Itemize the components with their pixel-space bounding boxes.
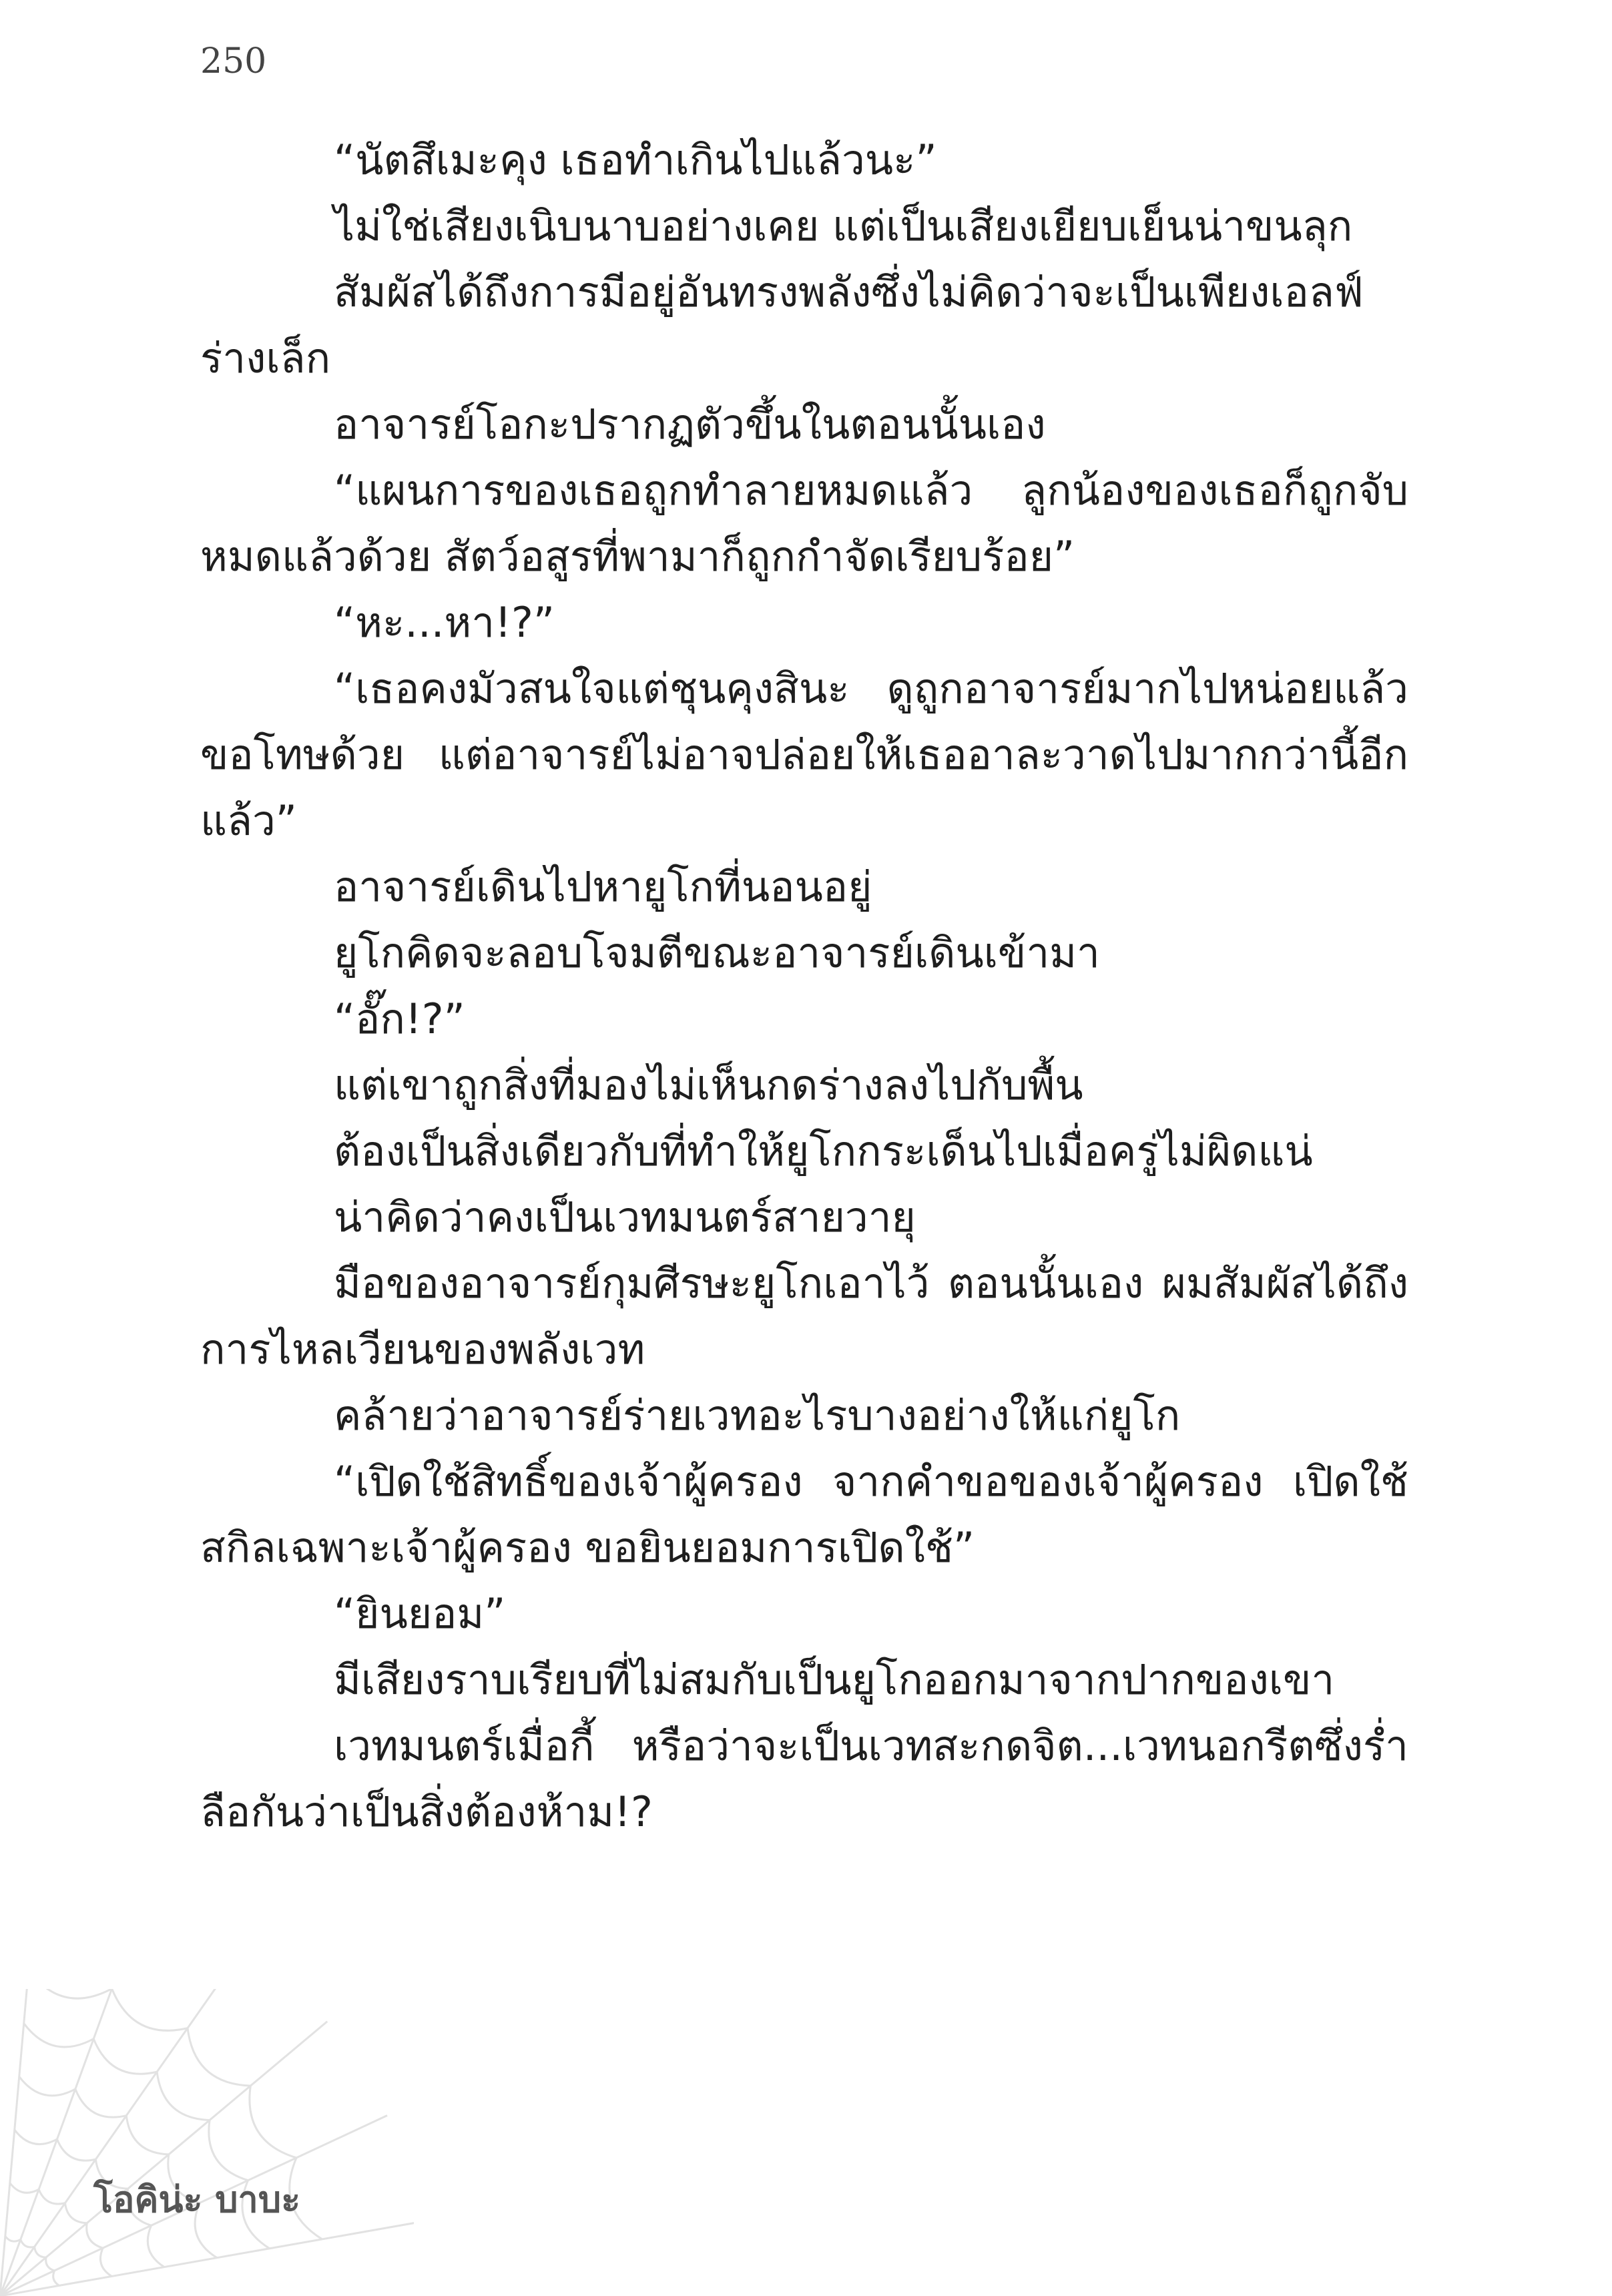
paragraph: ยูโกคิดจะลอบโจมตีขณะอาจารย์เดินเข้ามา <box>334 928 1100 977</box>
paragraph: มือของอาจารย์กุมศีรษะยูโกเอาไว้ ตอนนั้นเอง ผมสัมผัสได้ถึงการไหลเวียนของพลังเวท <box>200 1259 1408 1374</box>
paragraph: แต่เขาถูกสิ่งที่มองไม่เห็นกดร่างลงไปกับพื้น <box>334 1061 1083 1109</box>
paragraph: ต้องเป็นสิ่งเดียวกับที่ทำให้ยูโกกระเด็นไปเมื่อครู่ไม่ผิดแน่ <box>334 1127 1313 1175</box>
paragraph: อาจารย์เดินไปหายูโกที่นอนอยู่ <box>334 862 872 911</box>
author-name: โอคิน่ะ บาบะ <box>93 2179 301 2221</box>
page-number: 250 <box>200 41 267 81</box>
web-ring <box>19 2076 217 2257</box>
paragraph: น่าคิดว่าคงเป็นเวทมนตร์สายวายุ <box>334 1193 916 1241</box>
paragraph: ไม่ใช่เสียงเนิบนาบอย่างเคย แต่เป็นเสียงเยียบเย็นน่าขนลุก <box>334 202 1353 250</box>
paragraph: “เธอคงมัวสนใจแต่ชุนคุงสินะ ดูถูกอาจารย์มากไปหน่อยแล้วขอโทษด้วย แต่อาจารย์ไม่อาจปล่อยให้เธออาละวาดไปมากกว่านี้อีกแล้ว” <box>200 664 1408 845</box>
paragraph: “เปิดใช้สิทธิ์ของเจ้าผู้ครอง จากคำขอของเจ้าผู้ครอง เปิดใช้สกิลเฉพาะเจ้าผู้ครอง ขอยินยอมการเปิดใช้” <box>200 1457 1408 1572</box>
paragraph: “ยินยอม” <box>334 1589 506 1638</box>
paragraph: อาจารย์โอกะปรากฏตัวขึ้นในตอนนั้นเอง <box>334 400 1046 449</box>
spider-web-icon <box>0 1989 414 2296</box>
paragraph: เวทมนตร์เมื่อกี้ หรือว่าจะเป็นเวทสะกดจิต...เวทนอกรีตซึ่งร่ำลือกันว่าเป็นสิ่งต้องห้าม!? <box>200 1721 1408 1836</box>
paragraph: คล้ายว่าอาจารย์ร่ายเวทอะไรบางอย่างให้แก่ยูโก <box>334 1391 1181 1440</box>
paragraph: “แผนการของเธอถูกทำลายหมดแล้ว ลูกน้องของเธอก็ถูกจับหมดแล้วด้วย สัตว์อสูรที่พามาก็ถูกกำจัดเรียบร้อย” <box>200 466 1408 581</box>
body-text <box>200 127 1408 1845</box>
paragraph: สัมผัสได้ถึงการมีอยู่อันทรงพลังซึ่งไม่คิดว่าจะเป็นเพียงเอลฟ์ร่างเล็ก <box>200 268 1364 382</box>
paragraph: “หะ...หา!?” <box>334 598 555 647</box>
paragraph: “อั๊ก!?” <box>334 994 465 1043</box>
web-ray <box>0 1989 245 2296</box>
paragraph: “นัตสึเมะคุง เธอทำเกินไปแล้วนะ” <box>334 135 937 184</box>
paragraph: มีเสียงราบเรียบที่ไม่สมกับเป็นยูโกออกมาจากปากของเขา <box>334 1655 1335 1704</box>
web-ray <box>0 2222 414 2296</box>
